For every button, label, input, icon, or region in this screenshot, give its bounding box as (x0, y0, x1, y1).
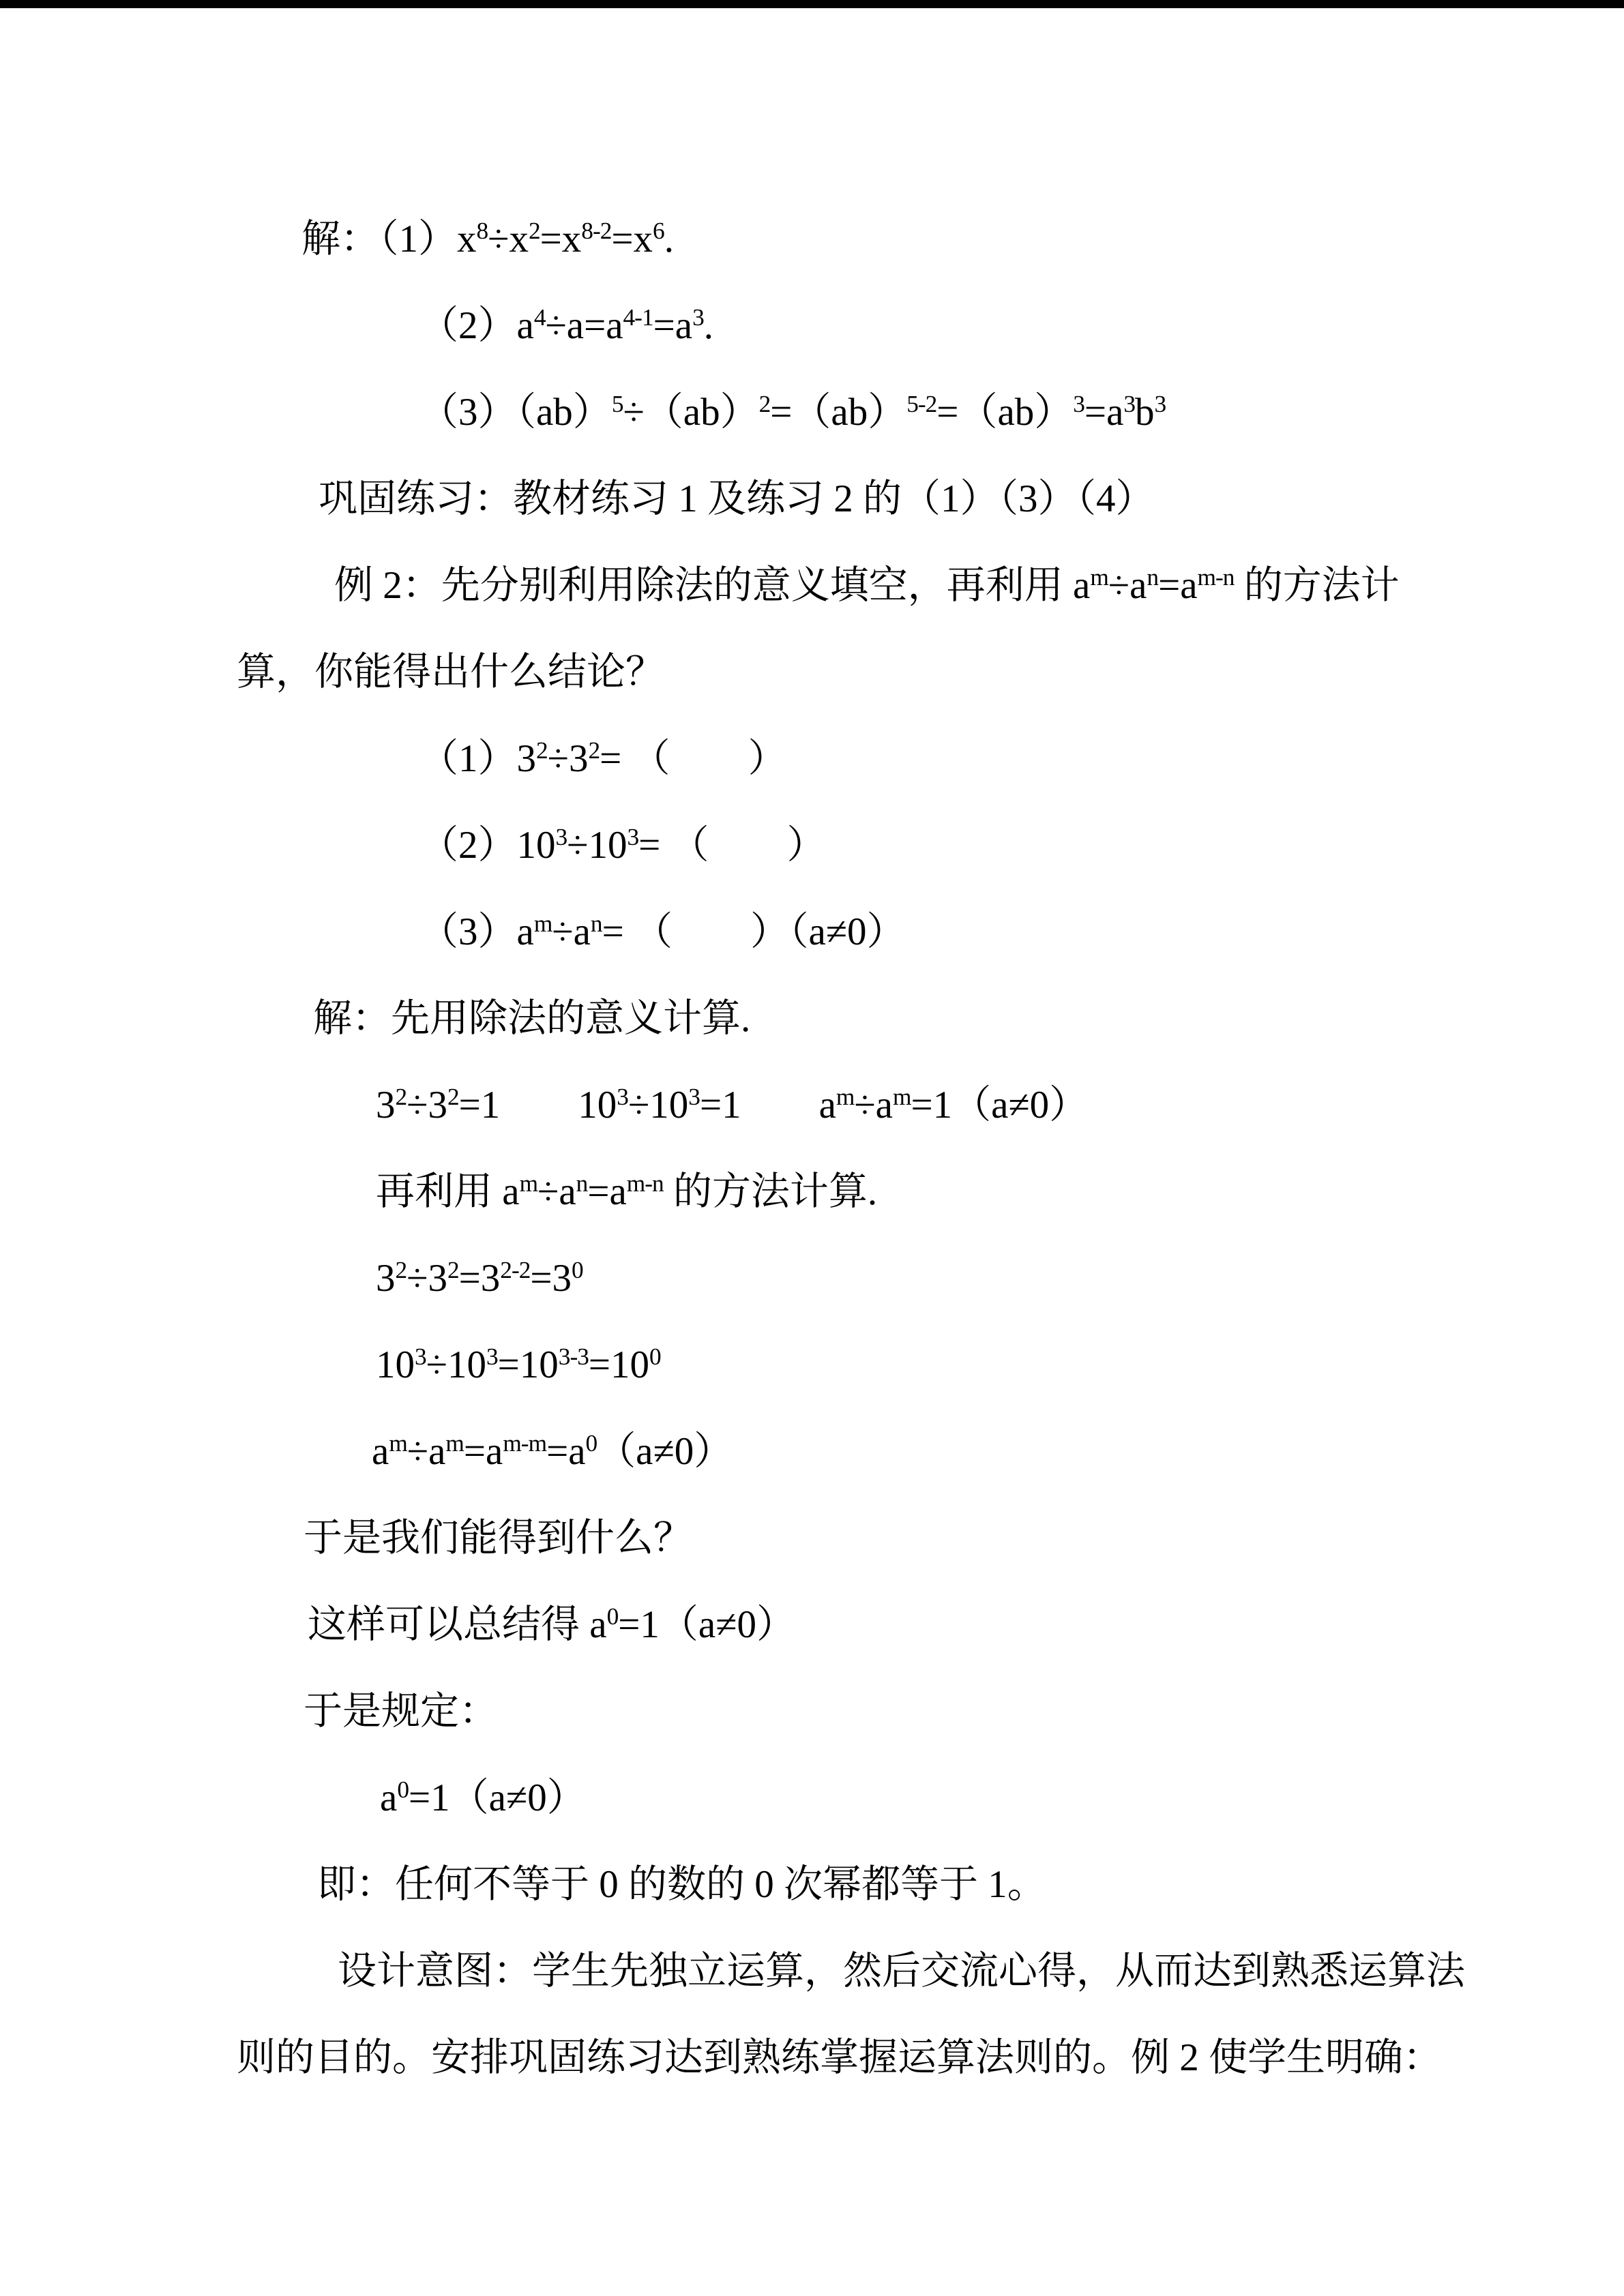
text-run: =1（a≠0） (408, 1776, 586, 1819)
text-run: 巩固练习：教材练习 1 及练习 2 的（1）（3）（4） (319, 477, 1155, 520)
superscript: m (1090, 563, 1108, 591)
document-content (237, 196, 1597, 2101)
superscript: m (389, 1429, 407, 1457)
text-line (237, 1581, 1597, 1668)
text-run: 再利用 a (376, 1170, 520, 1213)
superscript: m-n (626, 1169, 664, 1197)
text-run: =3 (530, 1257, 572, 1300)
text-run: ÷a (407, 1430, 446, 1473)
superscript: 0 (606, 1602, 619, 1630)
text-run: ÷a=a (545, 304, 623, 347)
superscript: 0 (585, 1429, 597, 1457)
text-run: 于是我们能得到什么？ (304, 1517, 692, 1560)
text-run: . (664, 218, 674, 260)
superscript: 2 (536, 736, 548, 764)
text-run: ÷a (552, 910, 591, 953)
superscript: 4 (533, 303, 546, 331)
superscript: 3 (627, 823, 639, 850)
superscript: 3 (555, 823, 567, 850)
superscript: m (519, 1169, 538, 1197)
superscript: n (590, 910, 602, 937)
text-line (237, 1062, 1597, 1148)
text-run: 例 2：先分别利用除法的意义填空，再利用 a (334, 564, 1091, 607)
superscript: 0 (397, 1776, 409, 1803)
superscript: 3 (1073, 390, 1084, 417)
text-run: 这样可以总结得 a (308, 1603, 607, 1646)
text-line (237, 1928, 1597, 2014)
superscript: m-m (503, 1429, 547, 1457)
text-line (237, 2014, 1597, 2101)
text-run: =a (546, 1430, 586, 1473)
superscript: 3 (415, 1343, 426, 1370)
text-run: a (380, 1776, 398, 1819)
text-line (237, 369, 1597, 456)
text-run: = （ ） (600, 737, 787, 780)
superscript: 2 (395, 1083, 407, 1110)
superscript: 0 (649, 1343, 661, 1370)
superscript: 3 (486, 1343, 498, 1370)
superscript: m-n (1197, 563, 1235, 591)
text-run: 的方法计算. (663, 1170, 878, 1213)
text-run: 算，你能得出什么结论？ (237, 651, 664, 694)
superscript: 2-2 (500, 1256, 531, 1283)
text-run: =1 10 (458, 1084, 617, 1127)
text-run: 设计意图：学生先独立运算，然后交流心得，从而达到熟悉运算法 (338, 1950, 1465, 1993)
text-run: （3）a (419, 910, 534, 953)
text-run: 10 (376, 1343, 415, 1386)
superscript: 3 (1123, 390, 1136, 417)
text-run: =1（a≠0） (618, 1603, 795, 1646)
superscript: 2 (447, 1083, 459, 1110)
text-run: 3 (376, 1084, 396, 1127)
superscript: 3 (692, 303, 704, 331)
text-run: ÷10 (628, 1084, 689, 1127)
text-run: =10 (497, 1343, 559, 1386)
text-run: =a (653, 304, 693, 347)
superscript: 0 (572, 1256, 583, 1283)
text-line (237, 1668, 1597, 1755)
text-run: 解：（1）x (301, 218, 477, 260)
text-line (237, 1755, 1597, 1841)
text-line (237, 1495, 1597, 1581)
text-run: （2）10 (419, 824, 556, 867)
text-run: =1（a≠0） (911, 1084, 1089, 1127)
text-run: ÷a (1108, 564, 1147, 607)
text-run: . (703, 304, 713, 347)
text-line (237, 456, 1597, 542)
text-run: =a (1084, 391, 1124, 434)
text-run: ÷（ab） (623, 391, 759, 434)
text-run: （1）3 (419, 737, 536, 780)
superscript: 2 (528, 217, 540, 244)
text-line (237, 1322, 1597, 1408)
superscript: 2 (588, 736, 600, 764)
superscript: 2 (395, 1256, 407, 1283)
text-run: ÷3 (407, 1257, 447, 1300)
superscript: 2 (758, 390, 771, 417)
text-run: =x (611, 218, 653, 260)
superscript: 6 (653, 217, 664, 244)
text-run: =（ab） (770, 391, 907, 434)
superscript: m (836, 1083, 855, 1110)
page-top-border (0, 0, 1624, 8)
text-run: （3）（ab） (419, 391, 612, 434)
text-run: =a (1158, 564, 1198, 607)
text-line (237, 1148, 1597, 1235)
superscript: 2 (447, 1256, 459, 1283)
text-line (237, 715, 1597, 802)
superscript: m (445, 1429, 464, 1457)
superscript: 3-3 (558, 1343, 589, 1370)
text-run: = （ ）（a≠0） (602, 910, 906, 953)
text-run: =（ab） (936, 391, 1074, 434)
text-run: ÷x (488, 218, 529, 260)
text-line (237, 1408, 1597, 1495)
superscript: 8 (476, 217, 488, 244)
text-run: ÷10 (567, 824, 628, 867)
text-run: （a≠0） (597, 1430, 733, 1473)
superscript: n (576, 1169, 588, 1197)
text-run: =1 a (699, 1084, 836, 1127)
text-run: 的方法计 (1234, 564, 1400, 607)
text-run: = （ ） (638, 824, 826, 867)
superscript: 3 (688, 1083, 700, 1110)
text-run: 即：任何不等于 0 的数的 0 次幂都等于 1。 (317, 1863, 1046, 1906)
text-run: =10 (588, 1343, 650, 1386)
text-line (237, 802, 1597, 889)
text-line (237, 1841, 1597, 1928)
superscript: 5-2 (906, 390, 937, 417)
text-line (237, 282, 1597, 369)
text-run: =a (587, 1170, 627, 1213)
superscript: 8-2 (581, 217, 612, 244)
text-run: =3 (458, 1257, 501, 1300)
text-run: ÷a (854, 1084, 893, 1127)
text-run: ÷3 (547, 737, 589, 780)
text-run: ÷10 (426, 1343, 486, 1386)
superscript: 3 (617, 1083, 628, 1110)
text-run: 解：先用除法的意义计算. (313, 997, 751, 1040)
superscript: m (892, 1083, 911, 1110)
superscript: 5 (611, 390, 623, 417)
text-run: ÷a (537, 1170, 576, 1213)
text-line (237, 196, 1597, 282)
text-run: 3 (376, 1257, 396, 1300)
text-run: b (1135, 391, 1155, 434)
superscript: m (533, 910, 552, 937)
text-line (237, 1235, 1597, 1322)
text-line (237, 542, 1597, 629)
text-run: ÷3 (407, 1084, 447, 1127)
text-run: 于是规定： (304, 1690, 498, 1733)
superscript: n (1147, 563, 1159, 591)
text-line (237, 975, 1597, 1062)
text-run: =x (540, 218, 582, 260)
text-line (237, 889, 1597, 975)
text-line (237, 629, 1597, 715)
text-run: =a (463, 1430, 503, 1473)
text-run: a (372, 1430, 389, 1473)
text-run: （2）a (419, 304, 534, 347)
superscript: 4-1 (623, 303, 653, 331)
superscript: 3 (1154, 390, 1166, 417)
text-run: 则的目的。安排巩固练习达到熟练掌握运算法则的。例 2 使学生明确： (237, 2036, 1442, 2079)
